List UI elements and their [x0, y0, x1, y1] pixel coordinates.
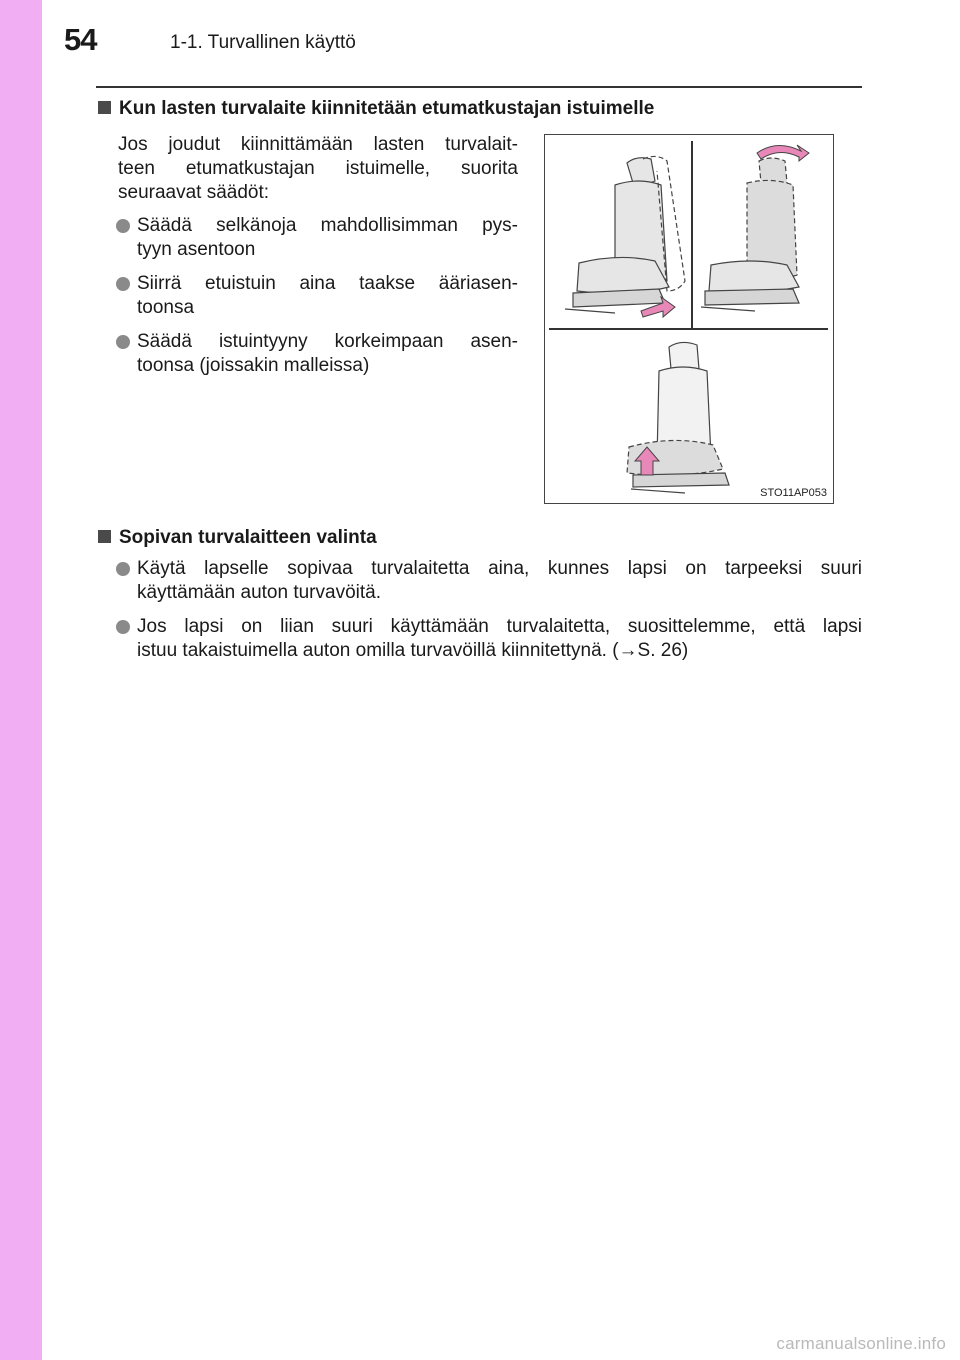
- list-item-line: toonsa: [137, 297, 195, 318]
- circle-bullet-icon: [116, 277, 130, 291]
- list-item-line: käyttämään auton turvavöitä.: [137, 582, 381, 603]
- circle-bullet-icon: [116, 620, 130, 634]
- list-item-line: toonsa (joissakin malleissa): [137, 355, 370, 376]
- section-heading-1-text: Kun lasten turvalaite kiinnitetään etumatkustajan istuimelle: [119, 98, 655, 119]
- list-item: [137, 272, 518, 320]
- intro-line: teen etumatkustajan istuimelle, suorita: [118, 158, 518, 179]
- circle-bullet-icon: [116, 562, 130, 576]
- seat-moved-back-icon: [701, 158, 799, 311]
- intro-paragraph: [118, 133, 518, 205]
- intro-line: seuraavat säädöt:: [118, 182, 270, 203]
- seat-adjustment-figure: [544, 134, 834, 504]
- circle-bullet-icon: [116, 219, 130, 233]
- intro-line: Jos joudut kiinnittämään lasten turvalait-: [118, 134, 518, 155]
- list-item: [137, 615, 862, 663]
- page-number: 54: [64, 22, 97, 57]
- list-item: [137, 214, 518, 262]
- square-bullet-icon: [98, 530, 111, 543]
- circle-bullet-icon: [116, 335, 130, 349]
- list-item-line: tyyn asentoon: [137, 239, 256, 260]
- list-item: [137, 557, 862, 605]
- list-item-line: Siirrä etuistuin aina taakse ääriasen-: [137, 273, 518, 294]
- page-side-tab: [0, 0, 42, 1360]
- rotate-arrow-icon: [757, 145, 809, 161]
- list-item-line: Käytä lapselle sopivaa turvalaitetta aina, kunnes lapsi on tarpeeksi suuri: [137, 558, 862, 579]
- seat-backrest-icon: [565, 156, 685, 313]
- section-heading-2-text: Sopivan turvalaitteen valinta: [119, 527, 377, 548]
- section-heading-1: [98, 98, 654, 120]
- section-heading-2: [98, 527, 377, 549]
- square-bullet-icon: [98, 101, 111, 114]
- seat-illustration: [545, 135, 832, 502]
- list-item: [137, 330, 518, 378]
- chapter-title: 1-1. Turvallinen käyttö: [170, 32, 356, 53]
- list-item-line: istuu takaistuimella auton omilla turvavöillä kiinnitettynä. (→S. 26): [137, 640, 689, 661]
- header-rule: [96, 86, 862, 88]
- list-item-line: Säädä selkänoja mahdollisimman pys-: [137, 215, 518, 236]
- figure-code: STO11AP053: [760, 487, 827, 499]
- list-item-line: Jos lapsi on liian suuri käyttämään turvalaitetta, suosittelemme, että lapsi: [137, 616, 862, 637]
- list-item-line: Säädä istuintyyny korkeimpaan asen-: [137, 331, 518, 352]
- watermark: carmanualsonline.info: [776, 1334, 946, 1353]
